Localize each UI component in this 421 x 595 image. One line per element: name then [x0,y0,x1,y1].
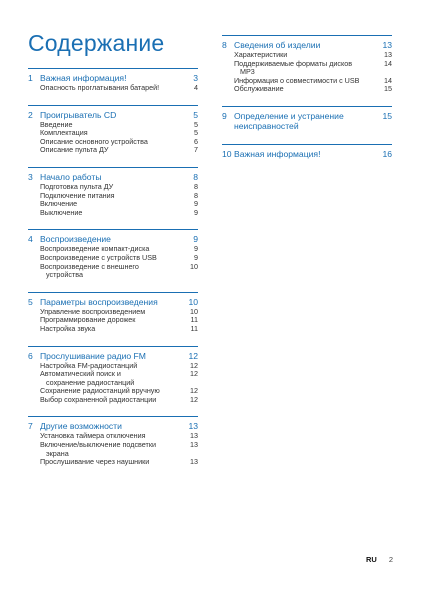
section-title [40,110,184,120]
entry-page-number: 12 [190,386,198,396]
section-title [40,421,184,431]
toc-section [28,167,198,217]
entry-title-line: устройства [46,270,84,280]
section-number: 8 [222,40,227,50]
entry-page-number: 10 [190,306,198,316]
entry-title-line: Опасность проглатывания батарей! [40,83,160,92]
page-number: 2 [388,555,393,564]
entry-title [28,325,184,334]
entry-title-line: Включение [40,199,78,209]
section-page-number: 13 [188,421,198,432]
entry-page-number: 5 [194,119,198,129]
section-number: 3 [28,171,33,182]
entry-title-line: Описание пульта ДУ [40,145,109,155]
toc-section [28,346,198,405]
entry-page-number: 9 [194,244,198,254]
entry-title-line: Управление воспроизведением [40,306,146,316]
section-title-line: Важная информация! [40,73,127,83]
section-title-line: Сведения об изделии [234,40,321,50]
entry-title [28,396,184,405]
section-title [40,351,184,361]
section-title-line: неисправностей [234,120,299,131]
entry-title-line: Воспроизведение компакт-диска [40,244,150,254]
entry-title-line: Настройка звука [40,323,96,333]
section-page-number: 3 [193,73,198,83]
entry-page-number: 9 [194,199,198,209]
toc-section [28,68,198,93]
entry-page-number: 10 [190,261,198,271]
toc-right-column [222,35,392,172]
entry-page-number: 11 [190,323,198,333]
entry-page-number: 4 [194,83,198,92]
section-page-number: 13 [382,40,392,50]
toc-entry[interactable] [28,209,198,218]
toc-section [222,106,392,132]
entry-page-number: 13 [190,440,198,450]
page-footer [366,555,393,564]
entry-title-line: Выбор сохраненной радиостанции [40,394,157,404]
toc-section-heading[interactable] [222,147,392,160]
entry-title-line: Прослушивание через наушники [40,457,150,467]
page-title: Содержание [28,30,165,56]
entry-title-line: Воспроизведение с внешнего [40,261,139,271]
entry-title-line: Настройка FM-радиостанций [40,360,138,370]
toc-entry[interactable] [28,441,198,458]
section-title-line: Прослушивание радио FM [40,350,146,361]
section-title-line: Воспроизведение [40,234,111,245]
section-title-line: Параметры воспроизведения [40,296,158,307]
entry-title-line: Информация о совместимости с USB [234,75,360,85]
entry-page-number: 9 [194,207,198,217]
entry-page-number: 13 [384,50,392,59]
entry-page-number: 8 [194,190,198,200]
entry-title-line: Поддерживаемые форматы дисков [234,58,353,68]
entry-title-line: экрана [46,448,69,458]
toc-entry[interactable] [28,146,198,155]
entry-title-line: сохранение радиостанций [46,377,135,387]
entry-title [222,85,378,94]
entry-title-line: Характеристики [234,50,288,59]
section-number: 1 [28,73,33,83]
entry-page-number: 15 [384,84,392,94]
entry-title-line: Обслуживание [234,84,284,94]
entry-title [28,263,184,280]
section-title-line: Важная информация! [234,148,321,159]
entry-title-line: Программирование дорожек [40,315,136,325]
toc-section [28,105,198,155]
section-page-number: 16 [382,148,392,159]
entry-page-number: 12 [190,369,198,379]
section-page-number: 15 [382,110,392,121]
language-code: RU [365,555,377,564]
toc-entry[interactable] [28,458,198,467]
toc-entry[interactable] [28,325,198,334]
entry-title-line: Выключение [40,207,83,217]
section-number: 6 [28,350,33,361]
section-number: 4 [28,234,33,245]
entry-page-number: 6 [194,136,198,146]
toc-entry[interactable] [28,370,198,387]
section-number: 10 [222,148,232,159]
toc-entry[interactable] [222,60,392,77]
entry-title-line: Подготовка пульта ДУ [40,181,114,191]
section-title-line: Начало работы [40,171,102,182]
entry-title-line: Установка таймера отключения [40,431,146,441]
entry-title-line: Воспроизведение с устройств USB [40,252,157,262]
entry-title [28,370,184,387]
toc-section-heading[interactable] [222,109,392,132]
section-page-number: 12 [188,350,198,361]
entry-title [28,84,184,93]
toc-section [28,292,198,334]
section-title [40,297,184,307]
entry-page-number: 5 [194,128,198,138]
entry-title-line: Включение/выключение подсветки [40,440,156,450]
entry-title-line: Сохранение радиостанций вручную [40,386,160,396]
entry-page-number: 7 [194,145,198,155]
entry-title [28,209,184,218]
entry-page-number: 11 [190,315,198,325]
section-page-number: 8 [193,171,198,182]
entry-title [28,441,184,458]
entry-title [28,146,184,155]
entry-title-line: Описание основного устройства [40,136,148,146]
toc-section [222,35,392,94]
section-title [40,172,184,182]
toc-entry[interactable] [222,85,392,94]
entry-title-line: Автоматический поиск и [40,369,121,379]
entry-title-line: Введение [40,119,73,129]
section-title-line: Определение и устранение [234,110,344,121]
section-title [234,40,378,50]
toc-entry[interactable] [28,396,198,405]
section-title [234,111,378,131]
entry-title-line: MP3 [240,67,255,77]
toc-section [28,416,198,466]
entry-page-number: 9 [194,252,198,262]
entry-title-line: Подключение питания [40,190,115,200]
section-number: 2 [28,109,33,120]
entry-page-number: 12 [190,394,198,404]
toc-section [28,229,198,279]
entry-page-number: 14 [384,75,392,85]
entry-page-number: 13 [190,431,198,441]
section-title [234,149,378,159]
toc-entry[interactable] [28,263,198,280]
entry-title [28,458,184,467]
section-title [40,73,184,83]
section-page-number: 5 [193,109,198,120]
toc-left-column [28,68,198,479]
section-number: 7 [28,421,33,432]
entry-title-line: Комплектация [40,128,88,138]
entry-page-number: 12 [190,360,198,370]
section-number: 9 [222,110,227,121]
entry-page-number: 13 [190,457,198,467]
entry-page-number: 14 [384,58,392,68]
section-number: 5 [28,296,33,307]
section-title-line: Проигрыватель CD [40,109,117,120]
toc-entry[interactable] [28,84,198,93]
section-page-number: 9 [193,234,198,245]
section-page-number: 10 [188,296,198,307]
toc-section [222,144,392,160]
entry-page-number: 8 [194,181,198,191]
section-title [40,234,184,244]
entry-title [222,60,378,77]
section-title-line: Другие возможности [40,421,122,432]
